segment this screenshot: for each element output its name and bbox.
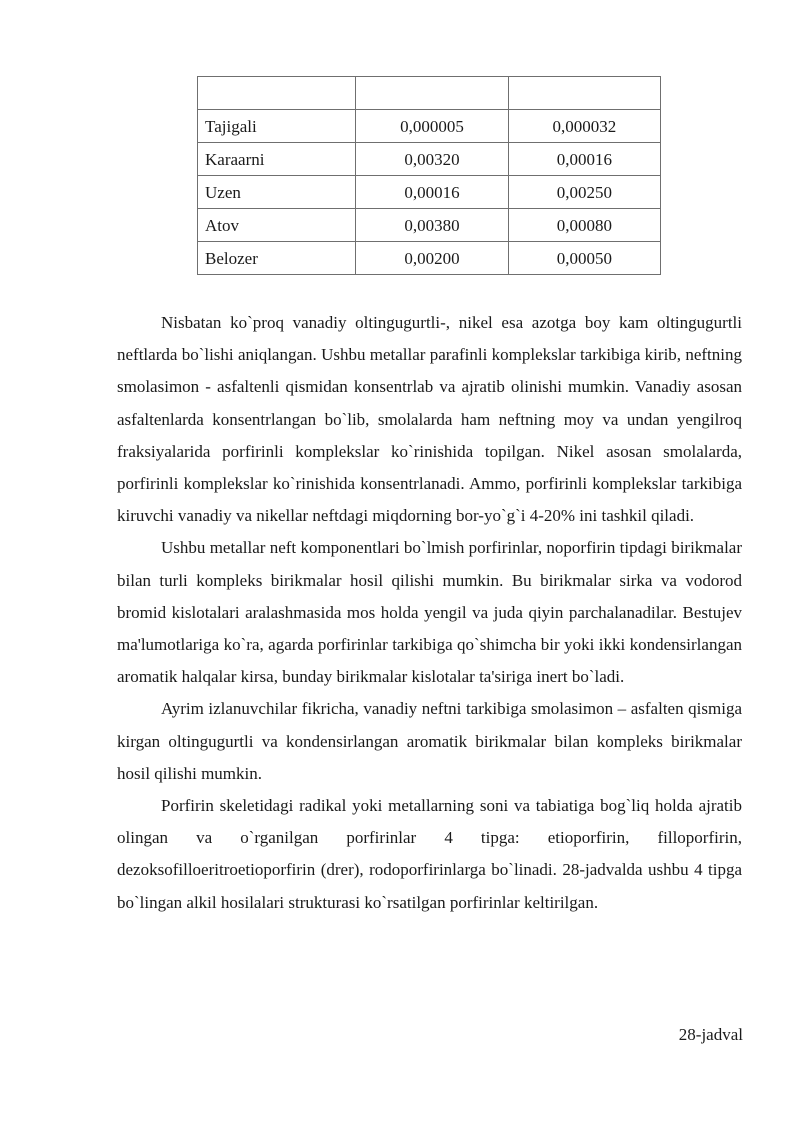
table-cell-name: Atov (198, 209, 356, 242)
metal-content-table (197, 76, 661, 275)
table-caption: 28-jadval (678, 1025, 743, 1044)
table-cell-name: Belozer (198, 242, 356, 275)
table-cell-value: 0,00080 (508, 209, 660, 242)
table-cell-value: 0,00380 (356, 209, 508, 242)
table-cell-value: 0,00320 (356, 143, 508, 176)
table-cell-value: 0,000032 (508, 110, 660, 143)
table-row (198, 242, 661, 275)
table-cell-value: 0,00050 (508, 242, 660, 275)
table-cell-name (198, 77, 356, 110)
table-cell-value: 0,00250 (508, 176, 660, 209)
table-cell-value: 0,00016 (508, 143, 660, 176)
table-row (198, 110, 661, 143)
table-row (198, 143, 661, 176)
table-cell-value (508, 77, 660, 110)
table-row (198, 176, 661, 209)
table-row (198, 209, 661, 242)
table-row (198, 77, 661, 110)
body-text (117, 307, 742, 919)
table-cell-value: 0,00016 (356, 176, 508, 209)
paragraph: Ayrim izlanuvchilar fikricha, vanadiy neftni tarkibiga smolasimon – asfalten qismiga kirgan oltingugurtli va kondensirlangan aromatik birikmalar bilan kompleks birikmalar hosil qilishi mumkin. (117, 699, 742, 783)
table-cell-value: 0,00200 (356, 242, 508, 275)
paragraph: Ushbu metallar neft komponentlari bo`lmish porfirinlar, noporfirin tipdagi birikmalar bilan turli kompleks birikmalar hosil qilishi mumkin. Bu birikmalar sirka va vodorod bromid kislotalari aralashmasida mos holda yengil va juda qiyin parchalanadilar. Bestujev ma'lumotlariga ko`ra, agarda porfirinlar tarkibiga qo`shimcha bir yoki ikki kondensirlangan aromatik halqalar kirsa, bunday birikmalar kislotalar ta'siriga inert bo`ladi. (117, 538, 742, 687)
table-cell-name: Uzen (198, 176, 356, 209)
table-cell-value: 0,000005 (356, 110, 508, 143)
paragraph: Porfirin skeletidagi radikal yoki metallarning soni va tabiatiga bog`liq holda ajratib olingan va o`rganilgan porfirinlar 4 tipga: etioporfirin, filloporfirin, dezoksofilloeritroetioporfirin (drer), rodoporfirinlarga bo`linadi. 28-jadvalda ushbu 4 tipga bo`lingan alkil hosilalari strukturasi ko`rsatilgan porfirinlar keltirilgan. (117, 796, 742, 912)
table-cell-name: Karaarni (198, 143, 356, 176)
paragraph: Nisbatan ko`proq vanadiy oltingugurtli-, nikel esa azotga boy kam oltingugurtli neftlarda bo`lishi aniqlangan. Ushbu metallar parafinli komplekslar tarkibiga kirib, neftning smolasimon - asfaltenli qismidan konsentrlab va ajratib olinishi mumkin. Vanadiy asosan asfaltenlarda konsentrlangan bo`lib, smolalarda ham neftning moy va undan yengilroq fraksiyalarida porfirinli komplekslar ko`rinishida topilgan. Nikel asosan smolalarda, porfirinli komplekslar ko`rinishida konsentrlanadi. Ammo, porfirinli komplekslar tarkibiga kiruvchi vanadiy va nikellar neftdagi miqdorning bor-yo`g`i 4-20% ini tashkil qiladi. (117, 313, 742, 526)
table-cell-value (356, 77, 508, 110)
table-cell-name: Tajigali (198, 110, 356, 143)
